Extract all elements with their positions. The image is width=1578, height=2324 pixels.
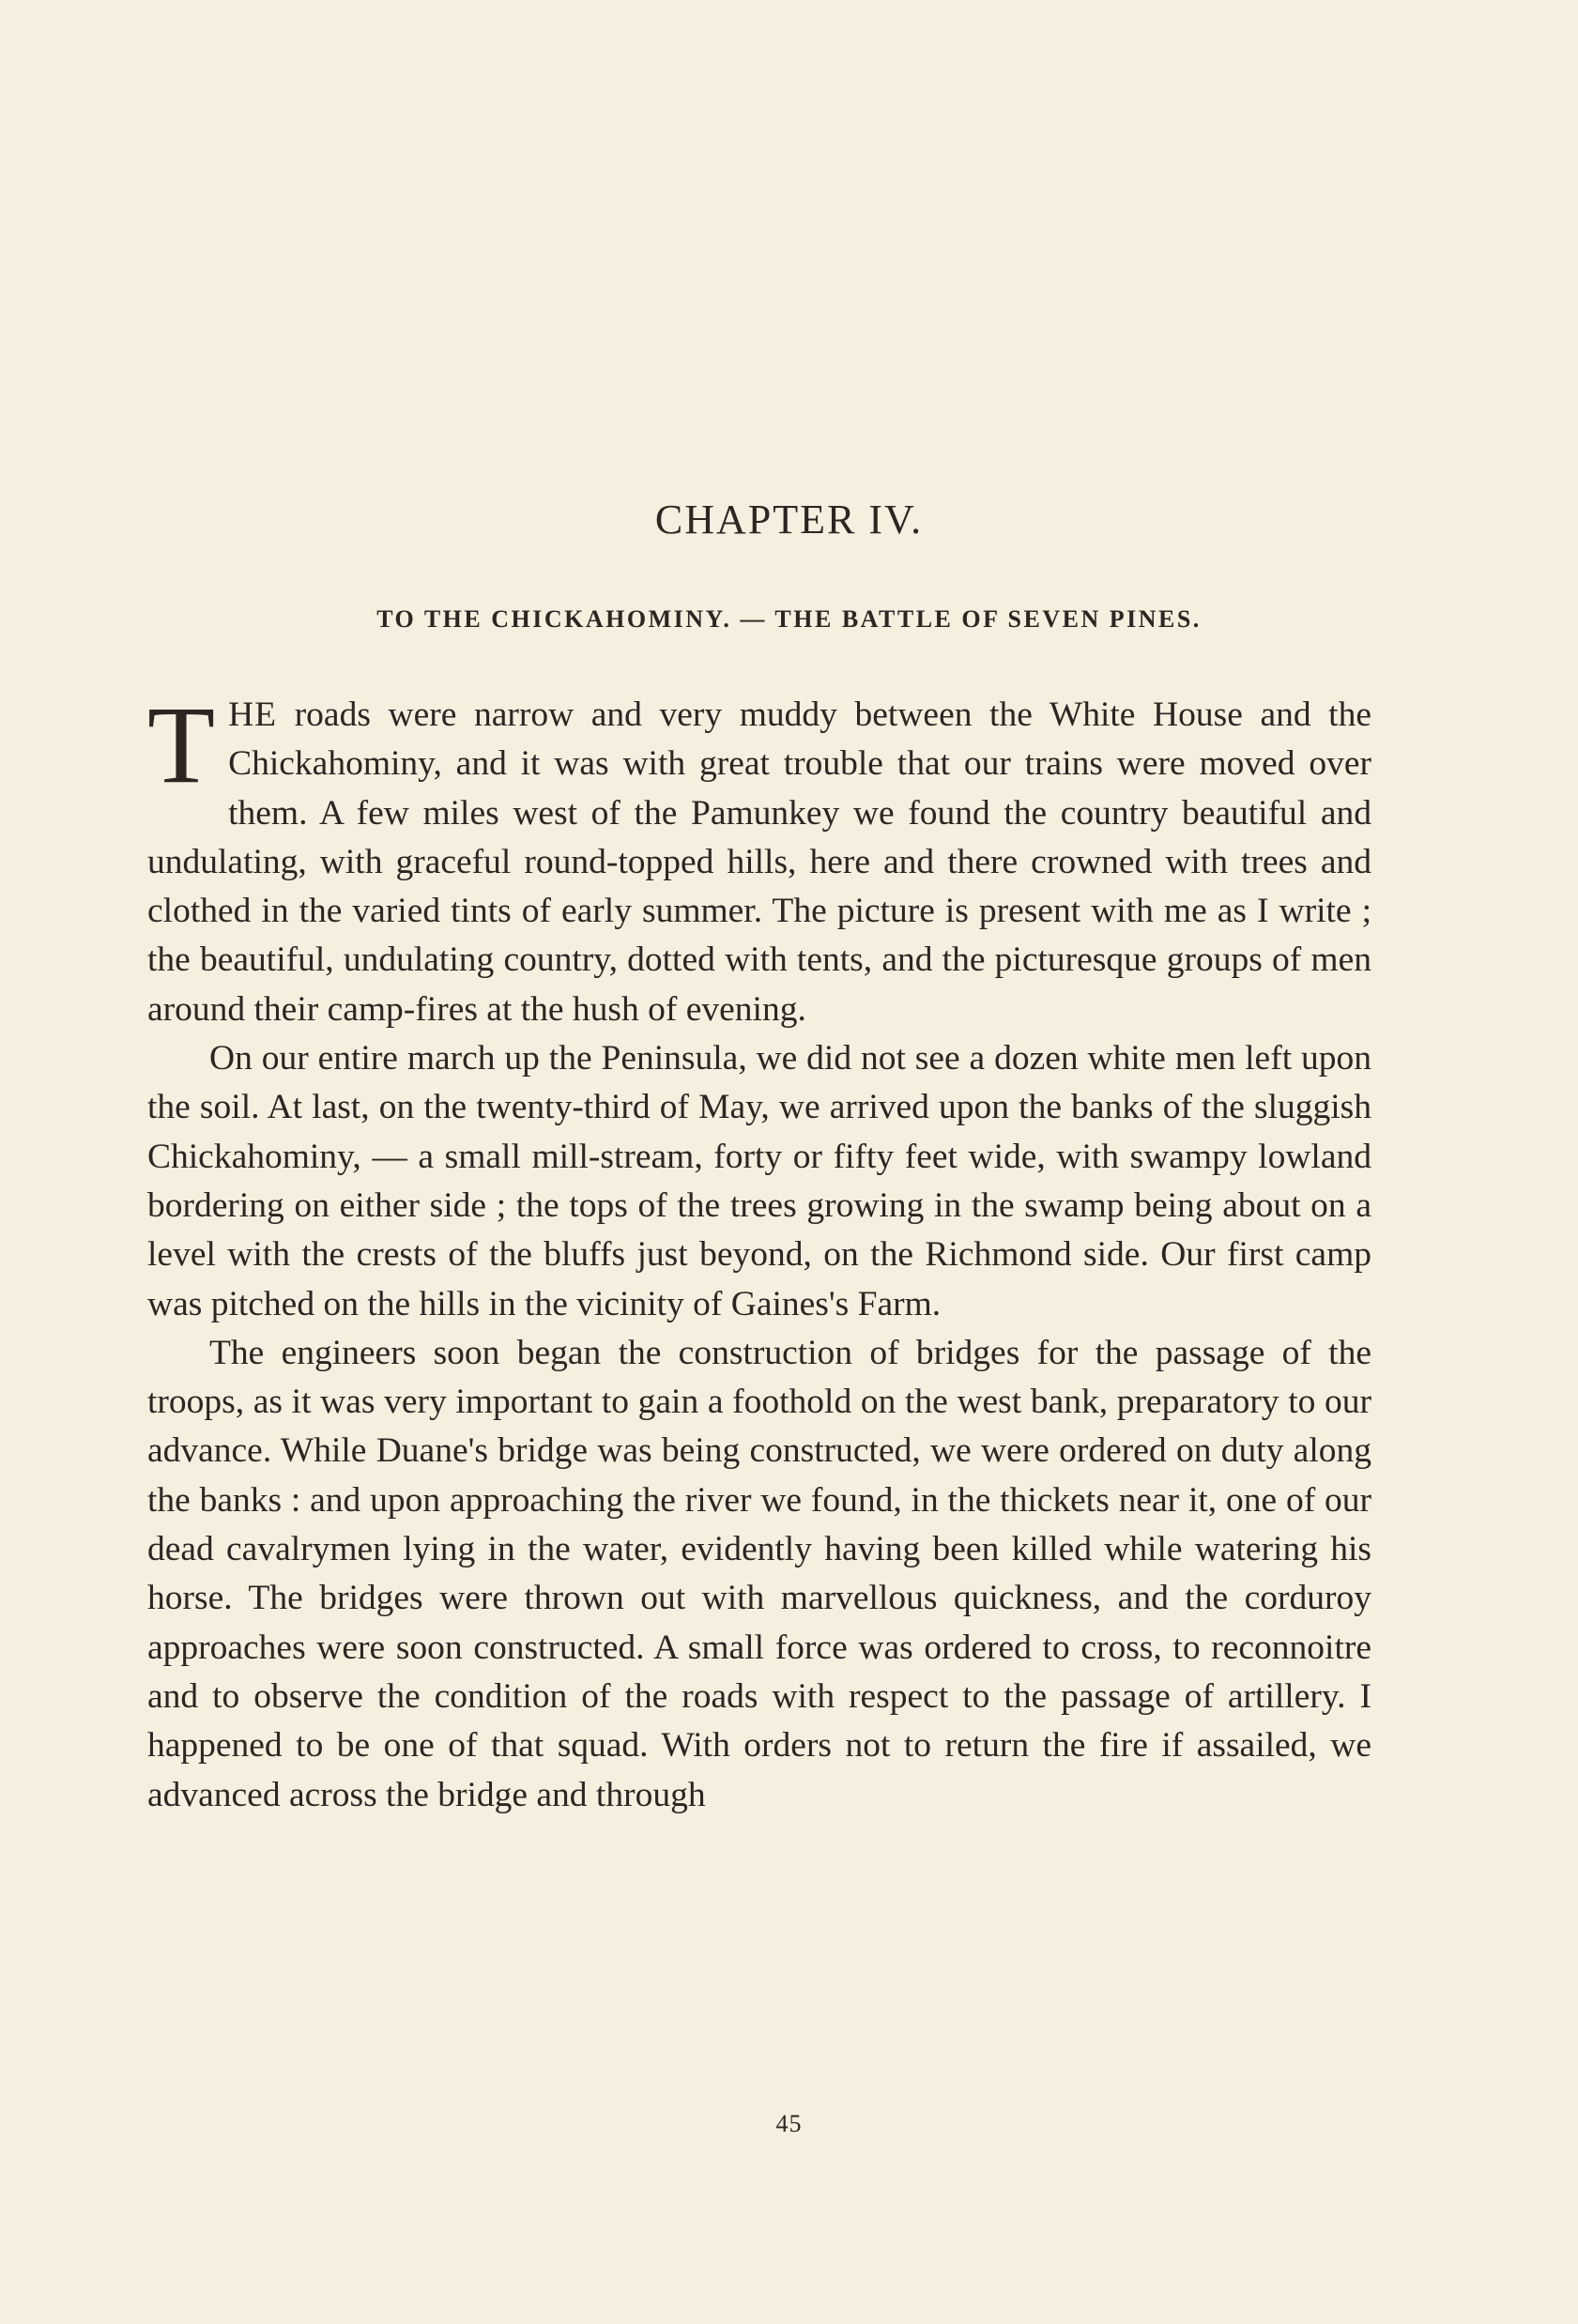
drop-cap-letter: T: [147, 683, 216, 806]
page-number: 45: [775, 2110, 803, 2137]
first-word-rest: HE: [228, 696, 278, 734]
chapter-body: [147, 683, 1371, 1820]
paragraph-1-text: roads were narrow and very muddy between the White House and the Chickahominy, and it was with great trouble that our trains were moved over them. A few miles west of the Pamunkey we found the country beautiful and undulating, with graceful round-topped hills, here and there crowned with trees and clothed in the varied tints of early summer. The picture is present with me as I write ; the beautiful, undulating country, dotted with tents, and the picturesque groups of men around their camp-fires at the hush of evening.: [147, 696, 1371, 1029]
chapter-heading: CHAPTER IV.: [654, 497, 924, 543]
paragraph-3: The engineers soon began the construction of bridges for the passage of the troops, as it was very important to gain a foothold on the west bank, preparatory to our advance. While Duane's bridge was being constructed, we were ordered on duty along the banks : and upon approaching the river we found, in the thickets near it, one of our dead cavalrymen lying in the water, evidently having been killed while watering his horse. The bridges were thrown out with marvellous quickness, and the corduroy approaches were soon constructed. A small force was ordered to cross, to reconnoitre and to observe the condition of the roads with respect to the passage of artillery. I happened to be one of that squad. With orders not to return the fire if assailed, we advanced across the bridge and through: [147, 1333, 1371, 1814]
paragraph-2: On our entire march up the Peninsula, we did not see a dozen white men left upon the soil. At last, on the twenty-third of May, we arrived upon the banks of the sluggish Chickahominy, — a small mill-stream, forty or fifty feet wide, with swampy lowland bordering on either side ; the tops of the trees growing in the swamp being about on a level with the crests of the bluffs just beyond, on the Richmond side. Our first camp was pitched on the hills in the vicinity of Gaines's Farm.: [147, 1039, 1371, 1323]
paragraph-1: [147, 683, 1371, 1034]
chapter-subtitle: TO THE CHICKAHOMINY. — THE BATTLE OF SEVEN PINES.: [376, 605, 1202, 633]
